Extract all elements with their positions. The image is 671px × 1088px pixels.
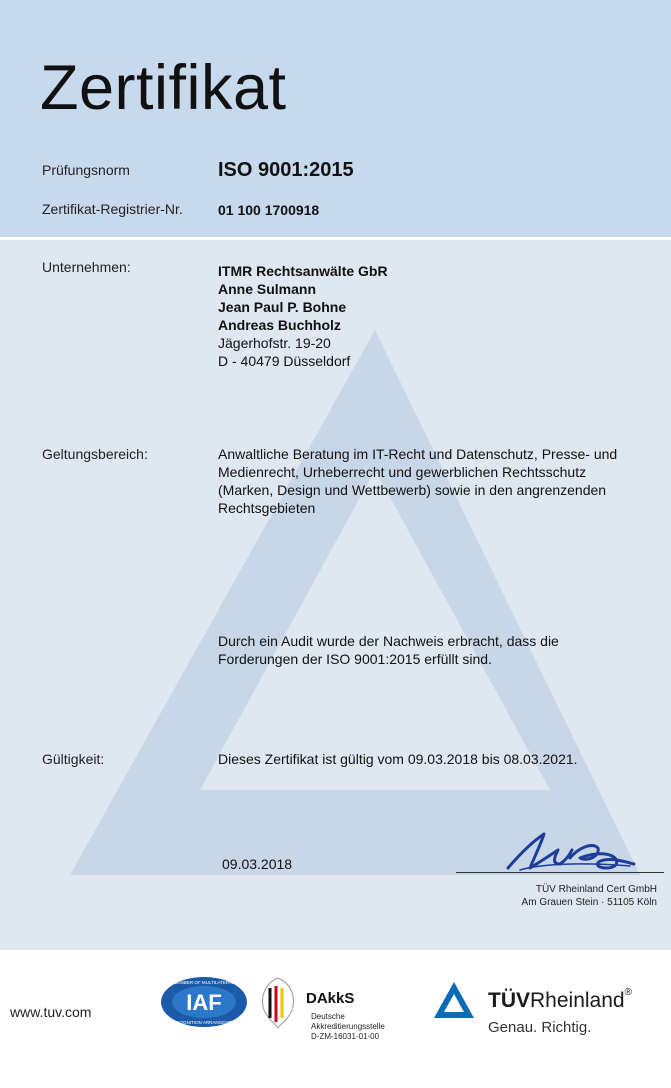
scope-line: (Marken, Design und Wettbewerb) sowie in den angrenzenden	[218, 482, 607, 498]
issuer-name: TÜV Rheinland Cert GmbH	[535, 884, 657, 895]
iaf-logo-text: IAF	[186, 990, 222, 1015]
company-address-street: Jägerhofstr. 19-20	[218, 335, 331, 351]
issuer-block	[522, 884, 657, 909]
registered-mark: ®	[624, 987, 632, 998]
tuv-slogan: Genau. Richtig.	[488, 1019, 592, 1036]
standard-value: ISO 9001:2015	[218, 159, 354, 181]
tuv-brand-wordmark	[488, 989, 632, 1013]
company-line: Andreas Buchholz	[218, 317, 341, 333]
footer-url[interactable]: www.tuv.com	[10, 1004, 92, 1020]
signature	[500, 824, 640, 876]
dakks-id: D-ZM-16031-01-00	[311, 1032, 380, 1041]
signature-line	[456, 872, 664, 873]
tuv-brand-bold: TÜV	[488, 989, 530, 1012]
iaf-ring-bottom-text: RECOGNITION ARRANGEMENT	[170, 1020, 238, 1025]
audit-line: Forderungen der ISO 9001:2015 erfüllt sind.	[218, 651, 492, 667]
scope-line: Rechtsgebieten	[218, 500, 316, 516]
iaf-ring-top-text: MEMBER OF MULTILATERAL	[173, 980, 235, 985]
audit-statement	[218, 632, 658, 668]
iaf-logo	[160, 976, 248, 1028]
tuv-brand-regular: Rheinland	[530, 989, 625, 1012]
validity-label: Gültigkeit:	[42, 751, 105, 767]
company-line: Anne Sulmann	[218, 281, 317, 297]
issue-date: 09.03.2018	[222, 856, 293, 872]
registration-value: 01 100 1700918	[218, 202, 320, 218]
dakks-sub-line: Akkreditierungsstelle	[311, 1022, 385, 1031]
company-label: Unternehmen:	[42, 259, 131, 275]
tuv-triangle-logo-icon	[432, 980, 476, 1020]
scope-text	[218, 445, 658, 517]
validity-value: Dieses Zertifikat ist gültig vom 09.03.2018 bis 08.03.2021.	[218, 751, 578, 767]
dakks-subtitle	[311, 1012, 385, 1042]
registration-label: Zertifikat-Registrier-Nr.	[42, 201, 183, 217]
dakks-sub-line: Deutsche	[311, 1012, 345, 1021]
company-address-city: D - 40479 Düsseldorf	[218, 353, 351, 369]
company-block	[218, 262, 658, 370]
company-line: Jean Paul P. Bohne	[218, 299, 347, 315]
company-line: ITMR Rechtsanwälte GbR	[218, 263, 388, 279]
scope-line: Anwaltliche Beratung im IT-Recht und Datenschutz, Presse- und	[218, 446, 618, 462]
standard-label: Prüfungsnorm	[42, 162, 130, 178]
audit-line: Durch ein Audit wurde der Nachweis erbracht, dass die	[218, 633, 559, 649]
certificate-title: Zertifikat	[40, 53, 287, 123]
header-separator	[0, 237, 671, 240]
scope-line: Medienrecht, Urheberrecht und gewerblichen Rechtsschutz	[218, 464, 587, 480]
issuer-address: Am Grauen Stein · 51105 Köln	[521, 896, 657, 908]
dakks-name: DAkkS	[306, 990, 355, 1007]
scope-label: Geltungsbereich:	[42, 446, 148, 462]
